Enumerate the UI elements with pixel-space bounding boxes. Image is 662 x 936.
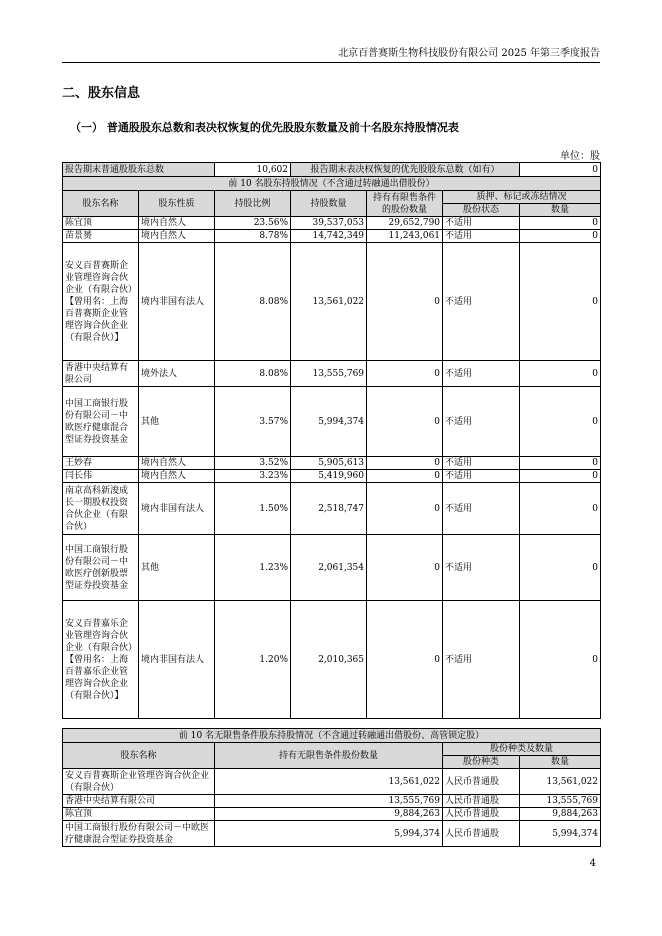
table-row (63, 821, 601, 847)
shareholder-name: 陈宜顶 (63, 808, 215, 821)
share-kind: 人民币普通股 (443, 808, 520, 821)
restricted-shares: 11,243,061 (367, 230, 443, 243)
holding-shares: 2,010,365 (291, 601, 367, 719)
pledge-qty: 0 (520, 230, 601, 243)
col-name: 股东名称 (63, 191, 139, 217)
section-row (63, 177, 601, 191)
holding-shares: 2,061,354 (291, 535, 367, 601)
restricted-shares: 0 (367, 243, 443, 361)
holding-ratio: 23.56% (215, 217, 291, 230)
share-status: 不适用 (443, 243, 520, 361)
restricted-shares: 0 (367, 457, 443, 470)
holding-ratio: 8.78% (215, 230, 291, 243)
shareholder-nature: 境外法人 (139, 361, 215, 387)
page-number: 4 (589, 858, 596, 869)
holding-shares: 13,561,022 (291, 243, 367, 361)
col-ratio: 持股比例 (215, 191, 291, 217)
subsection-title: （一） 普通股股东总数和表决权恢复的优先股股东数量及前十名股东持股情况表 (70, 121, 459, 134)
unrestricted-shares: 13,561,022 (215, 769, 443, 795)
pledge-qty: 0 (520, 483, 601, 535)
share-status: 不适用 (443, 217, 520, 230)
holding-shares: 14,742,349 (291, 230, 367, 243)
holding-ratio: 1.20% (215, 601, 291, 719)
restricted-shares: 0 (367, 470, 443, 483)
share-status: 不适用 (443, 483, 520, 535)
table-row (63, 230, 601, 243)
restricted-shares: 0 (367, 387, 443, 457)
page-header: 北京百普赛斯生物科技股份有限公司 2025 年第三季度报告 (62, 44, 600, 63)
col-qty: 数量 (520, 204, 601, 217)
shareholder-name: 陈宜顶 (63, 217, 139, 230)
shareholder-nature: 境内非国有法人 (139, 601, 215, 719)
table-row (63, 243, 601, 361)
col-name: 股东名称 (63, 743, 215, 769)
pledge-qty: 0 (520, 601, 601, 719)
table-row (63, 535, 601, 601)
shareholder-nature: 境内自然人 (139, 470, 215, 483)
share-status: 不适用 (443, 535, 520, 601)
section-row (63, 729, 601, 743)
share-qty: 9,884,263 (520, 808, 601, 821)
column-header-row (63, 191, 601, 204)
restricted-shares: 0 (367, 601, 443, 719)
share-kind: 人民币普通股 (443, 795, 520, 808)
table-row (63, 217, 601, 230)
shareholder-name: 南京高科新浚成长一期股权投资合伙企业（有限合伙） (63, 483, 139, 535)
shareholder-nature: 其他 (139, 535, 215, 601)
col-shares: 持股数量 (291, 191, 367, 217)
shareholder-nature: 境内自然人 (139, 230, 215, 243)
col-pledge: 质押、标记或冻结情况 (443, 191, 601, 204)
shareholder-name: 中国工商银行股份有限公司－中欧医疗健康混合型证券投资基金 (63, 387, 139, 457)
table-row (63, 361, 601, 387)
pledge-qty: 0 (520, 217, 601, 230)
share-status: 不适用 (443, 361, 520, 387)
holding-ratio: 1.50% (215, 483, 291, 535)
holding-shares: 2,518,747 (291, 483, 367, 535)
shareholder-nature: 其他 (139, 387, 215, 457)
table-row (63, 808, 601, 821)
col-status: 股份状态 (443, 204, 520, 217)
holding-shares: 5,905,613 (291, 457, 367, 470)
shareholder-name: 香港中央结算有限公司 (63, 361, 139, 387)
share-status: 不适用 (443, 457, 520, 470)
table-row (63, 470, 601, 483)
table-row (63, 387, 601, 457)
summary-row (63, 163, 601, 177)
share-status: 不适用 (443, 230, 520, 243)
restricted-shares: 29,652,790 (367, 217, 443, 230)
shareholder-nature: 境内自然人 (139, 217, 215, 230)
holding-ratio: 3.57% (215, 387, 291, 457)
shareholder-name: 苗景赟 (63, 230, 139, 243)
share-kind: 人民币普通股 (443, 769, 520, 795)
shareholder-name: 闫长伟 (63, 470, 139, 483)
share-status: 不适用 (443, 601, 520, 719)
share-kind: 人民币普通股 (443, 821, 520, 847)
holding-ratio: 8.08% (215, 361, 291, 387)
shareholder-name: 中国工商银行股份有限公司－中欧医疗创新股票型证券投资基金 (63, 535, 139, 601)
col-restricted: 持有有限售条件的股份数量 (367, 191, 443, 217)
pref-holders-value: 0 (520, 163, 601, 177)
holding-ratio: 3.23% (215, 470, 291, 483)
holding-shares: 5,419,960 (291, 470, 367, 483)
pledge-qty: 0 (520, 361, 601, 387)
shareholder-nature: 境内自然人 (139, 457, 215, 470)
table-row (63, 483, 601, 535)
pledge-qty: 0 (520, 457, 601, 470)
pledge-qty: 0 (520, 387, 601, 457)
share-qty: 13,555,769 (520, 795, 601, 808)
col-nature: 股东性质 (139, 191, 215, 217)
table-row (63, 457, 601, 470)
shareholder-name: 王妙春 (63, 457, 139, 470)
unrestricted-shares: 9,884,263 (215, 808, 443, 821)
unit-label: 单位：股 (560, 151, 600, 162)
col-kind: 股份种类 (443, 756, 520, 769)
pledge-qty: 0 (520, 535, 601, 601)
pledge-qty: 0 (520, 470, 601, 483)
section-title: 二、股东信息 (62, 86, 141, 101)
unrestricted-shares: 5,994,374 (215, 821, 443, 847)
shareholder-nature: 境内非国有法人 (139, 243, 215, 361)
share-status: 不适用 (443, 470, 520, 483)
shareholder-name: 中国工商银行股份有限公司－中欧医疗健康混合型证券投资基金 (63, 821, 215, 847)
restricted-shares: 0 (367, 361, 443, 387)
pledge-qty: 0 (520, 243, 601, 361)
holding-ratio: 8.08% (215, 243, 291, 361)
unrestricted-section-label: 前 10 名无限售条件股东持股情况（不含通过转融通出借股份、高管锁定股） (63, 729, 601, 743)
share-qty: 5,994,374 (520, 821, 601, 847)
total-holders-label: 报告期末普通股股东总数 (63, 163, 215, 177)
total-holders-value: 10,602 (215, 163, 291, 177)
col-unrestricted-shares: 持有无限售条件股份数量 (215, 743, 443, 769)
shareholder-name: 安义百普嘉乐企业管理咨询合伙企业（有限合伙）【曾用名：上海百普嘉乐企业管理咨询合伙企业（有限合伙）】 (63, 601, 139, 719)
pref-holders-label: 报告期末表决权恢复的优先股股东总数（如有） (291, 163, 520, 177)
holding-shares: 13,555,769 (291, 361, 367, 387)
shareholder-name: 安义百普赛斯企业管理咨询合伙企业（有限合伙） (63, 769, 215, 795)
table-row (63, 769, 601, 795)
col-qty: 数量 (520, 756, 601, 769)
restricted-shares: 0 (367, 483, 443, 535)
top10-section-label: 前 10 名股东持股情况（不含通过转融通出借股份） (63, 177, 601, 191)
holding-shares: 5,994,374 (291, 387, 367, 457)
top10-shareholders-table (62, 162, 601, 719)
table-row (63, 601, 601, 719)
column-header-row (63, 743, 601, 756)
restricted-shares: 0 (367, 535, 443, 601)
share-qty: 13,561,022 (520, 769, 601, 795)
table-row (63, 795, 601, 808)
shareholder-nature: 境内非国有法人 (139, 483, 215, 535)
shareholder-name: 香港中央结算有限公司 (63, 795, 215, 808)
col-kind-group: 股份种类及数量 (443, 743, 601, 756)
share-status: 不适用 (443, 387, 520, 457)
holding-ratio: 1.23% (215, 535, 291, 601)
shareholder-name: 安义百普赛斯企业管理咨询合伙企业（有限合伙）【曾用名：上海百普赛斯企业管理咨询合伙企业（有限合伙）】 (63, 243, 139, 361)
holding-shares: 39,537,053 (291, 217, 367, 230)
top10-unrestricted-table (62, 728, 601, 847)
holding-ratio: 3.52% (215, 457, 291, 470)
unrestricted-shares: 13,555,769 (215, 795, 443, 808)
